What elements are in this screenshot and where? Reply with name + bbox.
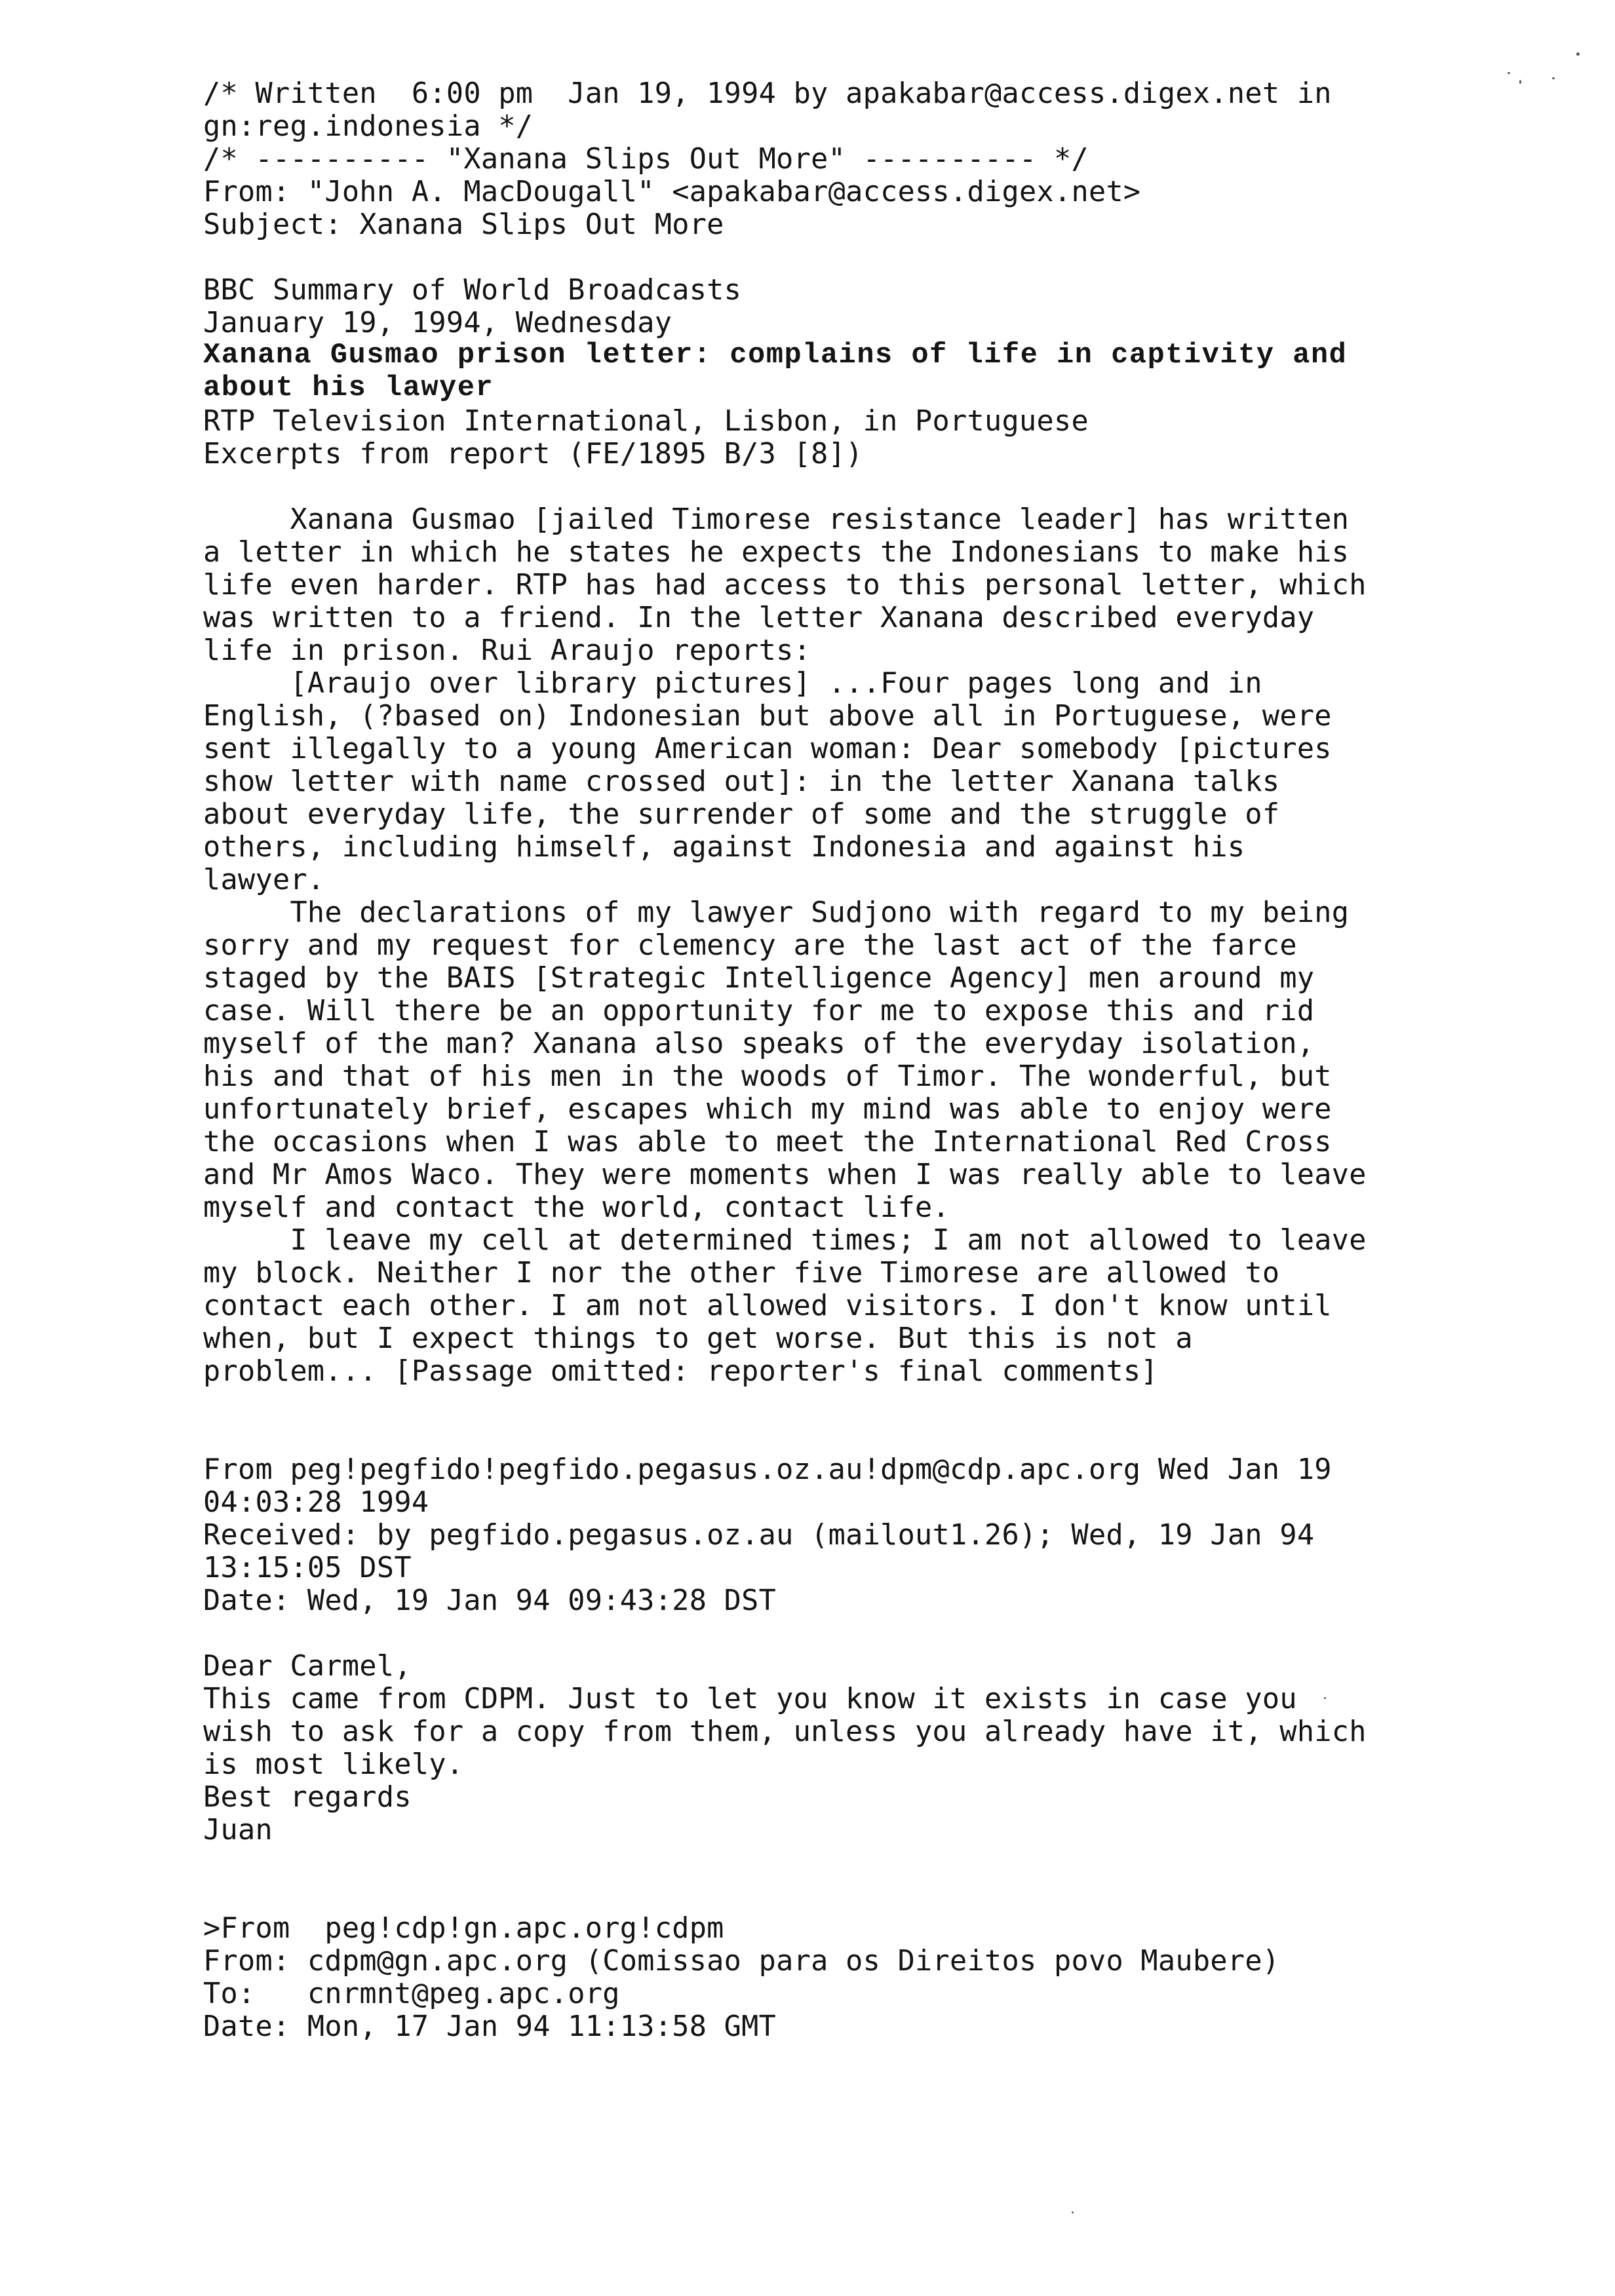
article-line: English, (?based on) Indonesian but above all in Portuguese, were	[203, 700, 1332, 733]
spacer	[203, 1617, 1527, 1650]
source-block	[203, 274, 1527, 470]
headline: about his lawyer	[203, 372, 494, 404]
note-line: is most likely.	[203, 1748, 464, 1781]
posting-header	[203, 77, 1527, 241]
article-line: unfortunately brief, escapes which my mind was able to enjoy were	[203, 1093, 1332, 1126]
mail-header-line: Received: by pegfido.pegasus.oz.au (mailout1.26); Wed, 19 Jan 94	[203, 1519, 1315, 1552]
mail-header-line: From peg!pegfido!pegfido.pegasus.oz.au!dpm@cdp.apc.org Wed Jan 19	[203, 1453, 1332, 1486]
article-line: a letter in which he states he expects the Indonesians to make his	[203, 536, 1350, 569]
forward-header-line: >From peg!cdp!gn.apc.org!cdpm	[203, 1912, 724, 1945]
broadcaster: RTP Television International, Lisbon, in Portuguese	[203, 405, 1089, 438]
mail-header-line: Date: Wed, 19 Jan 94 09:43:28 DST	[203, 1584, 777, 1617]
article-line: and Mr Amos Waco. They were moments when I was really able to leave	[203, 1158, 1367, 1191]
header-line: gn:reg.indonesia */	[203, 110, 534, 143]
headline: Xanana Gusmao prison letter: complains of life in captivity and	[203, 339, 1348, 372]
article-line: myself and contact the world, contact life.	[203, 1191, 950, 1224]
article-paragraph	[203, 1224, 1527, 1388]
mail-headers	[203, 1453, 1527, 1617]
note-line: wish to ask for a copy from them, unless you already have it, which	[203, 1715, 1367, 1748]
publication-date: January 19, 1994, Wednesday	[203, 307, 672, 339]
article-line: his and that of his men in the woods of Timor. The wonderful, but	[203, 1060, 1332, 1093]
scan-speck	[1576, 52, 1580, 56]
note-line: Juan	[203, 1814, 273, 1846]
scan-speck	[1508, 72, 1510, 74]
article-line: sent illegally to a young American woman: Dear somebody [pictures	[203, 733, 1332, 765]
mail-header-line: 04:03:28 1994	[203, 1486, 429, 1519]
forward-header-line: From: cdpm@gn.apc.org (Comissao para os Direitos povo Maubere)	[203, 1945, 1280, 1978]
article-line: case. Will there be an opportunity for me to expose this and rid	[203, 995, 1315, 1027]
forward-header-line: Date: Mon, 17 Jan 94 11:13:58 GMT	[203, 2010, 777, 2043]
header-line: /* Written 6:00 pm Jan 19, 1994 by apakabar@access.digex.net in	[203, 77, 1332, 110]
header-line: From: "John A. MacDougall" <apakabar@access.digex.net>	[203, 176, 1141, 208]
spacer	[203, 1388, 1527, 1453]
article-paragraph	[203, 896, 1527, 1224]
scan-speck	[1519, 80, 1521, 84]
mail-header-line: 13:15:05 DST	[203, 1552, 412, 1584]
article-line: lawyer.	[203, 864, 325, 896]
article-line: Xanana Gusmao [jailed Timorese resistance leader] has written	[203, 503, 1350, 536]
scan-speck	[1552, 77, 1555, 79]
header-line: /* ---------- "Xanana Slips Out More" ---------- */	[203, 143, 1089, 176]
forward-headers	[203, 1912, 1527, 2043]
article-line: staged by the BAIS [Strategic Intelligence Agency] men around my	[203, 962, 1315, 995]
article-line: contact each other. I am not allowed visitors. I don't know until	[203, 1290, 1332, 1322]
note-line: Dear Carmel,	[203, 1650, 412, 1683]
article-line: the occasions when I was able to meet the International Red Cross	[203, 1126, 1332, 1158]
article-line: life in prison. Rui Araujo reports:	[203, 634, 811, 667]
article-line: myself of the man? Xanana also speaks of the everyday isolation,	[203, 1027, 1315, 1060]
article-paragraph	[203, 503, 1527, 667]
article-line: show letter with name crossed out]: in the letter Xanana talks	[203, 765, 1280, 798]
article-paragraph	[203, 667, 1527, 896]
article-line: problem... [Passage omitted: reporter's final comments]	[203, 1355, 1158, 1388]
note-line: This came from CDPM. Just to let you know it exists in case you	[203, 1683, 1297, 1715]
excerpt-note: Excerpts from report (FE/1895 B/3 [8])	[203, 438, 863, 470]
document-page	[203, 77, 1527, 2043]
article-line: was written to a friend. In the letter Xanana described everyday	[203, 602, 1315, 634]
article-line: about everyday life, the surrender of some and the struggle of	[203, 798, 1280, 831]
forward-header-line: To: cnrmnt@peg.apc.org	[203, 1978, 620, 2010]
article-line: my block. Neither I nor the other five Timorese are allowed to	[203, 1257, 1280, 1290]
article-line: [Araujo over library pictures] ...Four pages long and in	[203, 667, 1262, 700]
scan-speck	[1324, 1697, 1326, 1699]
header-line: Subject: Xanana Slips Out More	[203, 208, 724, 241]
note-line: Best regards	[203, 1781, 412, 1814]
personal-note	[203, 1650, 1527, 1846]
scan-speck	[1072, 2211, 1074, 2213]
publication-name: BBC Summary of World Broadcasts	[203, 274, 742, 307]
article-line: life even harder. RTP has had access to this personal letter, which	[203, 569, 1367, 602]
article-line: The declarations of my lawyer Sudjono with regard to my being	[203, 896, 1350, 929]
article-line: others, including himself, against Indonesia and against his	[203, 831, 1245, 864]
spacer	[203, 470, 1527, 503]
article-line: I leave my cell at determined times; I am not allowed to leave	[203, 1224, 1367, 1257]
article-line: sorry and my request for clemency are the last act of the farce	[203, 929, 1297, 962]
spacer	[203, 241, 1527, 274]
article-body	[203, 503, 1527, 1388]
spacer	[203, 1846, 1527, 1912]
article-line: when, but I expect things to get worse. But this is not a	[203, 1322, 1193, 1355]
